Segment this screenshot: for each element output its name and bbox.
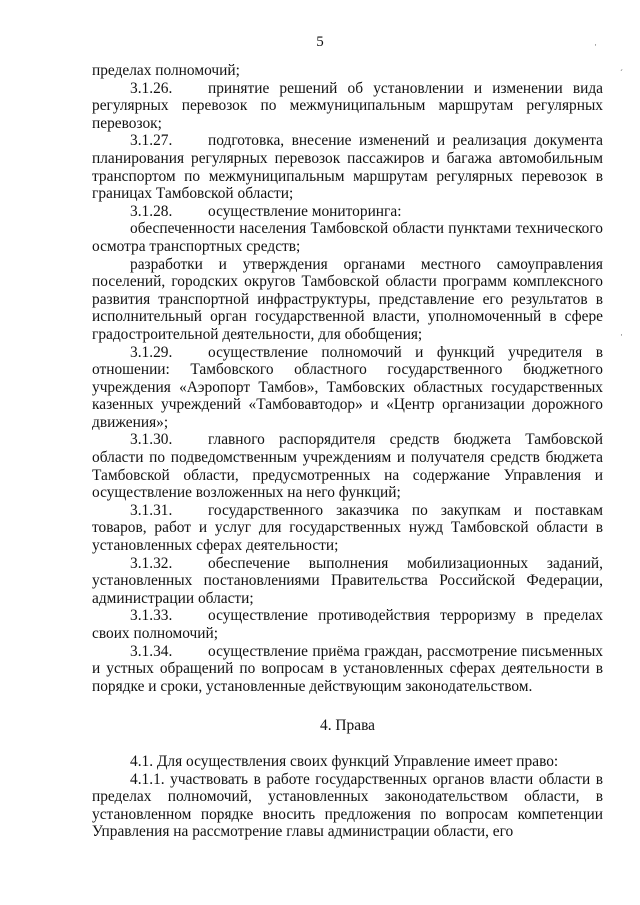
scan-mark: · — [594, 40, 597, 50]
paragraph-text: обеспеченности населения Тамбовской области пунктами технического осмотра транспортных средств; — [92, 220, 603, 255]
paragraph-text: осуществление мониторинга: — [208, 202, 402, 220]
paragraph-3-1-32 — [92, 555, 603, 608]
document-body — [92, 62, 603, 841]
paragraph — [92, 62, 603, 80]
paragraph-monitoring-1 — [92, 220, 603, 255]
paragraph-text: подготовка, внесение изменений и реализация документа планирования регулярных перевозок пассажиров и багажа автомобильным транспортом по межмуниципальным маршрутам регулярных перевозок в границах Тамбовской области; — [92, 132, 603, 203]
paragraph-text: осуществление полномочий и функций учредителя в отношении: Тамбовского областного государственного бюджетного учреждения «Аэропорт Тамбов», Тамбовских областных государственных казенных учреждений «Тамбовавтодор» и «Центр организации дорожного движения»; — [92, 343, 603, 431]
paragraph-3-1-27 — [92, 132, 603, 202]
clause-number: 3.1.28. — [130, 202, 173, 220]
clause-number: 3.1.32. — [130, 554, 173, 572]
paragraph-4-1 — [92, 753, 603, 771]
clause-number: 3.1.33. — [130, 607, 173, 625]
scan-mark: · — [620, 330, 623, 340]
paragraph-3-1-31 — [92, 502, 603, 555]
paragraph-3-1-30 — [92, 431, 603, 501]
paragraph-text: обеспечение выполнения мобилизационных заданий, установленных постановлениями Правительства Российской Федерации, администрации области; — [92, 554, 603, 607]
paragraph-text: пределах полномочий; — [92, 62, 240, 79]
paragraph-text: государственного заказчика по закупкам и поставкам товаров, работ и услуг для государственных нужд Тамбовской области в установленных сферах деятельности; — [92, 501, 603, 555]
paragraph-text: принятие решений об установлении и изменении вида регулярных перевозок по межмуниципальным маршрутам регулярных перевозок; — [92, 79, 603, 132]
clause-number: 3.1.26. — [130, 79, 173, 97]
paragraph-3-1-29 — [92, 344, 603, 432]
paragraph-monitoring-2 — [92, 256, 603, 344]
clause-number: 3.1.31. — [130, 501, 173, 519]
paragraph-3-1-26 — [92, 80, 603, 133]
paragraph-3-1-34 — [92, 643, 603, 696]
paragraph-4-1-1 — [92, 771, 603, 841]
clause-number: 3.1.27. — [130, 132, 173, 150]
section-heading: 4. Права — [320, 717, 375, 735]
scan-mark: ´ — [620, 68, 623, 78]
clause-number: 3.1.29. — [130, 343, 173, 361]
clause-number: 3.1.34. — [130, 642, 173, 660]
paragraph-text: осуществление приёма граждан, рассмотрение письменных и устных обращений по вопросам в установленных сферах деятельности в порядке и сроки, установленные действующим законодательством. — [92, 642, 603, 695]
paragraph-text: 4.1. Для осуществления своих функций Управление имеет право: — [130, 752, 559, 770]
paragraph-3-1-28 — [92, 203, 603, 221]
paragraph-text: осуществление противодействия терроризму в пределах своих полномочий; — [92, 607, 603, 642]
paragraph-text: главного распорядителя средств бюджета Тамбовской области по подведомственным учреждениям и получателя средств бюджета Тамбовской области, предусмотренных на содержание Управления и осуществление возложенных на него функций; — [92, 431, 603, 502]
paragraph-3-1-33 — [92, 607, 603, 642]
clause-number: 3.1.30. — [130, 431, 173, 449]
paragraph-text: разработки и утверждения органами местного самоуправления поселений, городских округов Тамбовской области программ комплексного развития транспортной инфраструктуры, представление его результатов в исполнительный орган государственной власти, уполномоченный в сфере градостроительной деятельности, для обобщения; — [92, 255, 603, 343]
paragraph-text: 4.1.1. участвовать в работе государственных органов власти области в пределах полномочий, установленных законодательством области, в установленном порядке вносить предложения по вопросам компетенции Управления на рассмотрение главы администрации области, его — [92, 770, 603, 841]
page-number: 5 — [316, 34, 324, 50]
